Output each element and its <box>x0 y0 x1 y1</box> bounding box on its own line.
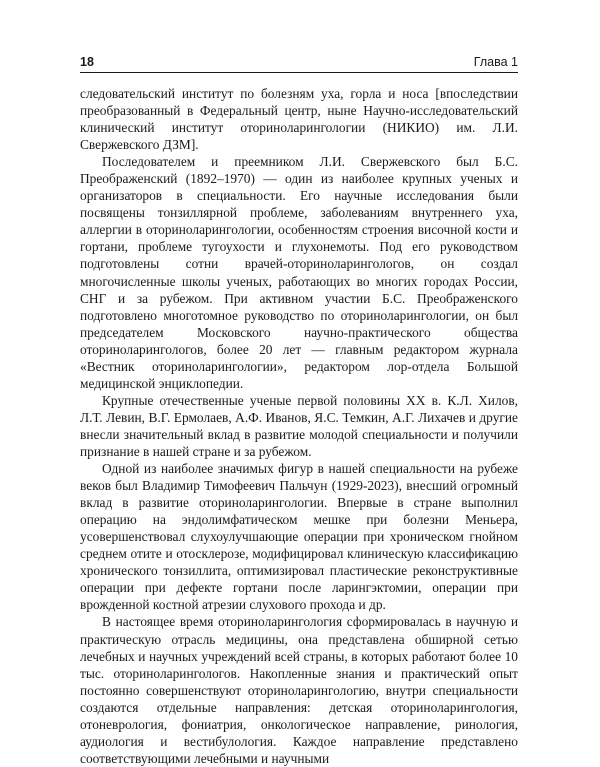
paragraph-palchun: Одной из наиболее значимых фигур в нашей специальности на рубеже веков был Владимир Тимофеевич Пальчун (1929-2023), внесший огромный вклад в развитие оториноларингологии. Впервые в стране выполнил операцию на эндолимфатическом мешке при болезни Меньера, усовершенствовал слухоулучшающие операции при хроническом гнойном среднем отите и отосклерозе, модифицировал клиническую классификацию хронического тонзиллита, оптимизировал пластические реконструктивные операции при дефекте гортани после ларингэктомии, операции при врожденной костной атрезии слухового прохода и др. <box>80 461 518 613</box>
paragraph-continuation: следовательский институт по болезням уха, горла и носа [впоследствии преобразованный в Федеральный центр, ныне Научно-исследовательский клинический институт оториноларингологии (НИКИО) им. Л.И. Свержевского ДЗМ]. <box>80 86 518 153</box>
paragraph-preobrazhensky: Последователем и преемником Л.И. Свержевского был Б.С. Преображенский (1892–1970) — один из наиболее крупных ученых и организаторов в специальности. Его научные исследования были посвящены тонзиллярной проблеме, заболеваниям внутреннего уха, аллергии в оториноларингологии, особенностям строения височной кости и гортани, проблеме тугоухости и глухонемоты. Под его руководством подготовлены сотни врачей-оториноларингологов, он создал многочисленные школы ученых, работающих во многих городах России, СНГ и за рубежом. При активном участии Б.С. Преображенского подготовлено многотомное руководство по оториноларингологии, он был председателем Московского научно-практического общества оториноларингологов, более 20 лет — главным редактором журнала «Вестник оториноларингологии», редактором лор-отдела Большой медицинской энциклопедии. <box>80 154 518 391</box>
paragraph-scientists: Крупные отечественные ученые первой половины XX в. К.Л. Хилов, Л.Т. Левин, В.Г. Ермолаев, А.Ф. Иванов, Я.С. Темкин, А.Г. Лихачев и другие внесли значительный вклад в развитие молодой специальности и получили признание в нашей стране и за рубежом. <box>80 392 518 459</box>
book-page <box>80 55 518 767</box>
running-header <box>80 55 518 73</box>
body-text <box>80 85 518 767</box>
page-number: 18 <box>80 55 94 69</box>
chapter-title: Глава 1 <box>473 55 518 69</box>
paragraph-present-day: В настоящее время оториноларингология сформировалась в научную и практическую отрасль медицины, она представлена обширной сетью лечебных и научных учреждений всей страны, в которых работают более 10 тыс. оториноларингологов. Накопленные знания и практический опыт постоянно совершенствуют оториноларингологию, внутри специальности создаются отдельные направления: детская оториноларингология, отоневрология, фониатрия, онкологическое направление, ринология, аудиология и вестибулология. Каждое направление представлено соответствующими лечебными и научными <box>80 614 518 766</box>
